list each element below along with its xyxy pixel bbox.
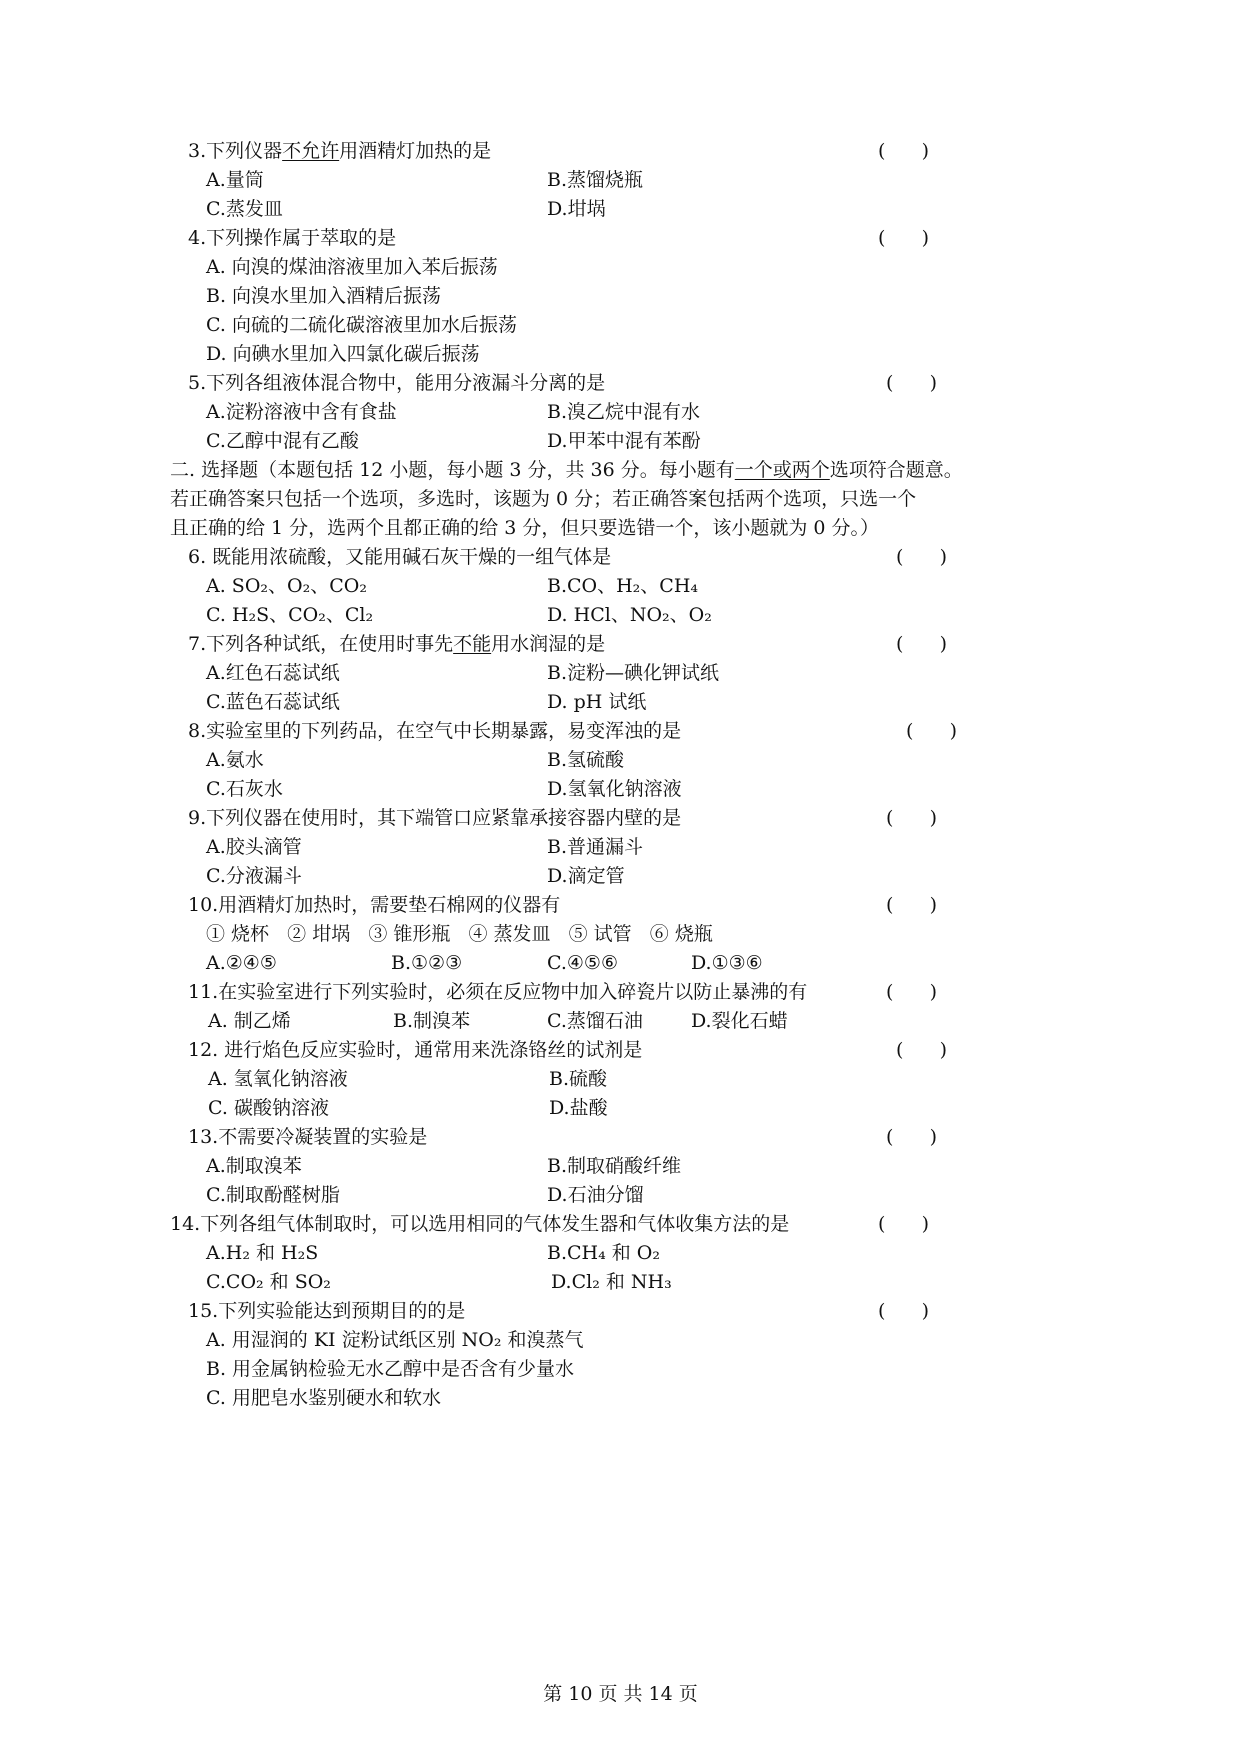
q8-option-a[interactable]: A.氨水 [206, 749, 264, 771]
answer-blank-14[interactable]: ( ) [878, 1213, 930, 1235]
q7-option-a[interactable]: A.红色石蕊试纸 [206, 662, 340, 684]
answer-blank-12[interactable]: ( ) [896, 1039, 948, 1061]
q9-option-c[interactable]: C.分液漏斗 [206, 865, 302, 887]
answer-blank-8[interactable]: ( ) [906, 720, 958, 742]
answer-blank-5[interactable]: ( ) [886, 372, 938, 394]
q9-option-d[interactable]: D.滴定管 [547, 865, 625, 887]
q3-option-c[interactable]: C.蒸发皿 [206, 198, 283, 220]
q9-option-a[interactable]: A.胶头滴管 [206, 836, 302, 858]
section-2-instructions-line2: 若正确答案只包括一个选项，多选时，该题为 0 分；若正确答案包括两个选项，只选一个 [170, 488, 917, 510]
question-15-stem: 15.下列实验能达到预期目的的是 [188, 1300, 466, 1322]
q5-option-c[interactable]: C.乙醇中混有乙酸 [206, 430, 359, 452]
answer-blank-11[interactable]: ( ) [886, 981, 938, 1003]
q11-option-d[interactable]: D.裂化石蜡 [691, 1010, 788, 1032]
answer-blank-6[interactable]: ( ) [896, 546, 948, 568]
answer-blank-7[interactable]: ( ) [896, 633, 948, 655]
q3-option-b[interactable]: B.蒸馏烧瓶 [547, 169, 644, 191]
question-11-stem: 11.在实验室进行下列实验时，必须在反应物中加入碎瓷片以防止暴沸的有 [188, 981, 808, 1003]
q13-option-c[interactable]: C.制取酚醛树脂 [206, 1184, 340, 1206]
q14-option-c[interactable]: C.CO₂ 和 SO₂ [206, 1271, 331, 1293]
q10-option-a[interactable]: A.②④⑤ [206, 952, 277, 974]
q10-option-c[interactable]: C.④⑤⑥ [547, 952, 618, 974]
answer-blank-3[interactable]: ( ) [878, 140, 930, 162]
question-7-stem: 7.下列各种试纸，在使用时事先不能用水润湿的是 [188, 633, 606, 655]
q14-option-b[interactable]: B.CH₄ 和 O₂ [547, 1242, 660, 1264]
q8-option-c[interactable]: C.石灰水 [206, 778, 283, 800]
answer-blank-4[interactable]: ( ) [878, 227, 930, 249]
question-9-stem: 9.下列仪器在使用时，其下端管口应紧靠承接容器内壁的是 [188, 807, 682, 829]
q10-option-d[interactable]: D.①③⑥ [691, 952, 763, 974]
q15-option-b[interactable]: B. 用金属钠检验无水乙醇中是否含有少量水 [206, 1358, 575, 1380]
q6-option-d[interactable]: D. HCl、NO₂、O₂ [547, 604, 712, 626]
q13-option-a[interactable]: A.制取溴苯 [206, 1155, 302, 1177]
q11-option-a[interactable]: A. 制乙烯 [208, 1010, 291, 1032]
q5-option-a[interactable]: A.淀粉溶液中含有食盐 [206, 401, 397, 423]
underlined-keyword: 不能 [453, 633, 492, 655]
q15-option-c[interactable]: C. 用肥皂水鉴别硬水和软水 [206, 1387, 441, 1409]
q14-option-d[interactable]: D.Cl₂ 和 NH₃ [551, 1271, 672, 1293]
question-8-stem: 8.实验室里的下列药品，在空气中长期暴露，易变浑浊的是 [188, 720, 682, 742]
q4-option-b[interactable]: B. 向溴水里加入酒精后振荡 [206, 285, 442, 307]
section-2-instructions-line3: 且正确的给 1 分，选两个且都正确的给 3 分，但只要选错一个，该小题就为 0 分。） [170, 517, 880, 539]
q5-option-b[interactable]: B.溴乙烷中混有水 [547, 401, 701, 423]
q15-option-a[interactable]: A. 用湿润的 KI 淀粉试纸区别 NO₂ 和溴蒸气 [206, 1329, 584, 1351]
q3-option-a[interactable]: A.量筒 [206, 169, 264, 191]
underlined-keyword: 不允许 [282, 140, 340, 162]
page-number-footer: 第 10 页 共 14 页 [543, 1683, 698, 1705]
q7-option-d[interactable]: D. pH 试纸 [547, 691, 647, 713]
q5-option-d[interactable]: D.甲苯中混有苯酚 [547, 430, 701, 452]
question-6-stem: 6. 既能用浓硫酸，又能用碱石灰干燥的一组气体是 [188, 546, 612, 568]
q11-option-c[interactable]: C.蒸馏石油 [547, 1010, 643, 1032]
q12-option-a[interactable]: A. 氢氧化钠溶液 [208, 1068, 348, 1090]
q10-option-b[interactable]: B.①②③ [391, 952, 463, 974]
q12-option-b[interactable]: B.硫酸 [549, 1068, 608, 1090]
q4-option-a[interactable]: A. 向溴的煤油溶液里加入苯后振荡 [206, 256, 498, 278]
q11-option-b[interactable]: B.制溴苯 [393, 1010, 471, 1032]
q13-option-b[interactable]: B.制取硝酸纤维 [547, 1155, 682, 1177]
question-5-stem: 5.下列各组液体混合物中，能用分液漏斗分离的是 [188, 372, 606, 394]
section-2-heading: 二. 选择题（本题包括 12 小题，每小题 3 分，共 36 分。每小题有一个或两个选项符合题意。 [170, 459, 963, 481]
question-13-stem: 13.不需要冷凝装置的实验是 [188, 1126, 428, 1148]
question-3-stem: 3.下列仪器不允许用酒精灯加热的是 [188, 140, 492, 162]
question-4-stem: 4.下列操作属于萃取的是 [188, 227, 397, 249]
q6-option-b[interactable]: B.CO、H₂、CH₄ [547, 575, 699, 597]
answer-blank-15[interactable]: ( ) [878, 1300, 930, 1322]
q8-option-b[interactable]: B.氢硫酸 [547, 749, 625, 771]
answer-blank-9[interactable]: ( ) [886, 807, 938, 829]
q12-option-c[interactable]: C. 碳酸钠溶液 [208, 1097, 329, 1119]
underlined-keyword: 一个或两个 [734, 459, 830, 481]
q13-option-d[interactable]: D.石油分馏 [547, 1184, 644, 1206]
q7-option-c[interactable]: C.蓝色石蕊试纸 [206, 691, 340, 713]
q8-option-d[interactable]: D.氢氧化钠溶液 [547, 778, 682, 800]
question-10-stem: 10.用酒精灯加热时，需要垫石棉网的仪器有 [188, 894, 561, 916]
question-12-stem: 12. 进行焰色反应实验时，通常用来洗涤铬丝的试剂是 [188, 1039, 643, 1061]
q9-option-b[interactable]: B.普通漏斗 [547, 836, 644, 858]
q6-option-a[interactable]: A. SO₂、O₂、CO₂ [206, 575, 367, 597]
q7-option-b[interactable]: B.淀粉—碘化钾试纸 [547, 662, 720, 684]
q4-option-d[interactable]: D. 向碘水里加入四氯化碳后振荡 [206, 343, 480, 365]
q10-instrument-list: ① 烧杯 ② 坩埚 ③ 锥形瓶 ④ 蒸发皿 ⑤ 试管 ⑥ 烧瓶 [206, 923, 713, 945]
answer-blank-10[interactable]: ( ) [886, 894, 938, 916]
q6-option-c[interactable]: C. H₂S、CO₂、Cl₂ [206, 604, 374, 626]
q4-option-c[interactable]: C. 向硫的二硫化碳溶液里加水后振荡 [206, 314, 517, 336]
answer-blank-13[interactable]: ( ) [886, 1126, 938, 1148]
question-14-stem: 14.下列各组气体制取时，可以选用相同的气体发生器和气体收集方法的是 [170, 1213, 790, 1235]
q14-option-a[interactable]: A.H₂ 和 H₂S [206, 1242, 319, 1264]
q12-option-d[interactable]: D.盐酸 [549, 1097, 608, 1119]
q3-option-d[interactable]: D.坩埚 [547, 198, 606, 220]
